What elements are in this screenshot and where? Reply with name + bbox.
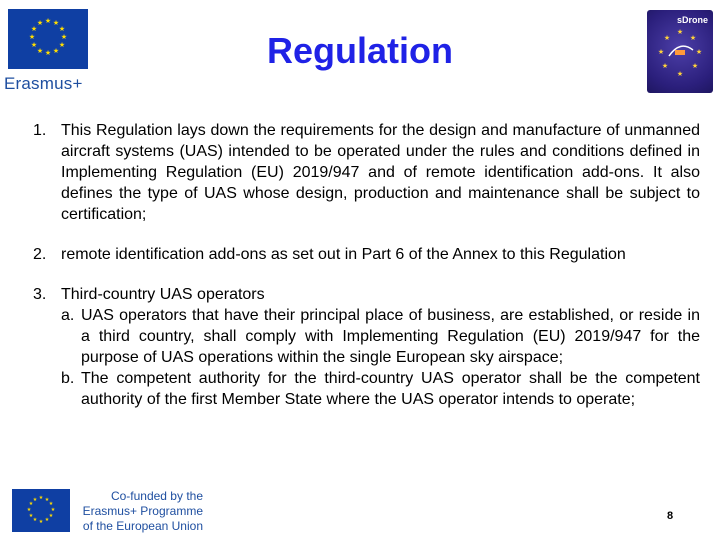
item-text: Third-country UAS operators [61, 286, 265, 303]
page-number: 8 [667, 510, 674, 522]
list-item [33, 120, 700, 225]
svg-text:★: ★ [58, 41, 66, 49]
svg-text:★: ★ [676, 70, 684, 78]
regulation-content [33, 120, 700, 410]
svg-text:★: ★ [36, 19, 44, 27]
sub-item-letter: a. [61, 307, 75, 324]
cofund-text [79, 489, 203, 534]
cofund-line: Erasmus+ Programme [82, 504, 203, 518]
item-number: 1. [33, 122, 47, 139]
svg-text:★: ★ [657, 48, 665, 56]
cofund-line: of the European Union [82, 519, 203, 533]
svg-text:★: ★ [60, 33, 68, 41]
svg-text:★: ★ [28, 33, 36, 41]
svg-text:★: ★ [28, 513, 34, 519]
svg-text:★: ★ [48, 513, 54, 519]
cofund-line: Co-funded by the [110, 489, 203, 503]
svg-text:★: ★ [28, 501, 34, 507]
item-text: This Regulation lays down the requirements for the design and manufacture of unmanned aircraft systems (UAS) intended to be operated under the rules and conditions defined in Implementing Regulation (EU) 2019/947 and of remote identification add-ons. It also defines the type of UAS whose design, production and maintenance shall be subject to certification; [61, 122, 700, 223]
svg-text:★: ★ [32, 497, 38, 503]
eu-stars-icon [12, 489, 70, 532]
sub-item-text: UAS operators that have their principal place of business, are established, or reside in a third country, shall comply with Implementing Regulation (EU) 2019/947 for the purpose of UAS operations within the single European sky airspace; [81, 307, 700, 366]
sdrone-brand: sDrone [676, 15, 708, 25]
svg-text:★: ★ [663, 34, 671, 42]
item-number: 2. [33, 246, 47, 263]
svg-text:★: ★ [689, 34, 697, 42]
svg-text:★: ★ [52, 47, 60, 55]
svg-text:★: ★ [44, 497, 50, 503]
svg-text:★: ★ [36, 47, 44, 55]
item-number: 3. [33, 286, 47, 303]
svg-text:★: ★ [48, 501, 54, 507]
page-title: Regulation [267, 30, 453, 71]
sub-item [33, 305, 700, 368]
svg-text:★: ★ [32, 517, 38, 523]
sdrone-logo [647, 10, 713, 93]
svg-text:★: ★ [30, 41, 38, 49]
sub-item [33, 368, 700, 410]
drone-emblem-icon [647, 10, 713, 93]
svg-text:★: ★ [30, 25, 38, 33]
svg-text:★: ★ [44, 49, 52, 57]
svg-text:★: ★ [676, 28, 684, 36]
svg-text:★: ★ [52, 19, 60, 27]
svg-text:★: ★ [695, 48, 703, 56]
svg-text:★: ★ [691, 62, 699, 70]
list-item [33, 244, 700, 265]
svg-text:★: ★ [38, 519, 44, 525]
item-text: remote identification add-ons as set out in Part 6 of the Annex to this Regulation [61, 246, 626, 263]
svg-text:★: ★ [44, 517, 50, 523]
cofund-eu-flag [12, 489, 70, 532]
list-item [33, 284, 700, 305]
svg-text:★: ★ [50, 507, 56, 513]
svg-text:★: ★ [38, 495, 44, 501]
erasmus-plus-label: Erasmus+ [4, 74, 83, 93]
svg-text:★: ★ [26, 507, 32, 513]
svg-text:★: ★ [661, 62, 669, 70]
sub-item-text: The competent authority for the third-country UAS operator shall be the competent authority of the first Member State where the UAS operator intends to operate; [81, 370, 700, 408]
svg-text:★: ★ [44, 17, 52, 25]
sub-item-letter: b. [61, 370, 75, 387]
svg-text:★: ★ [58, 25, 66, 33]
